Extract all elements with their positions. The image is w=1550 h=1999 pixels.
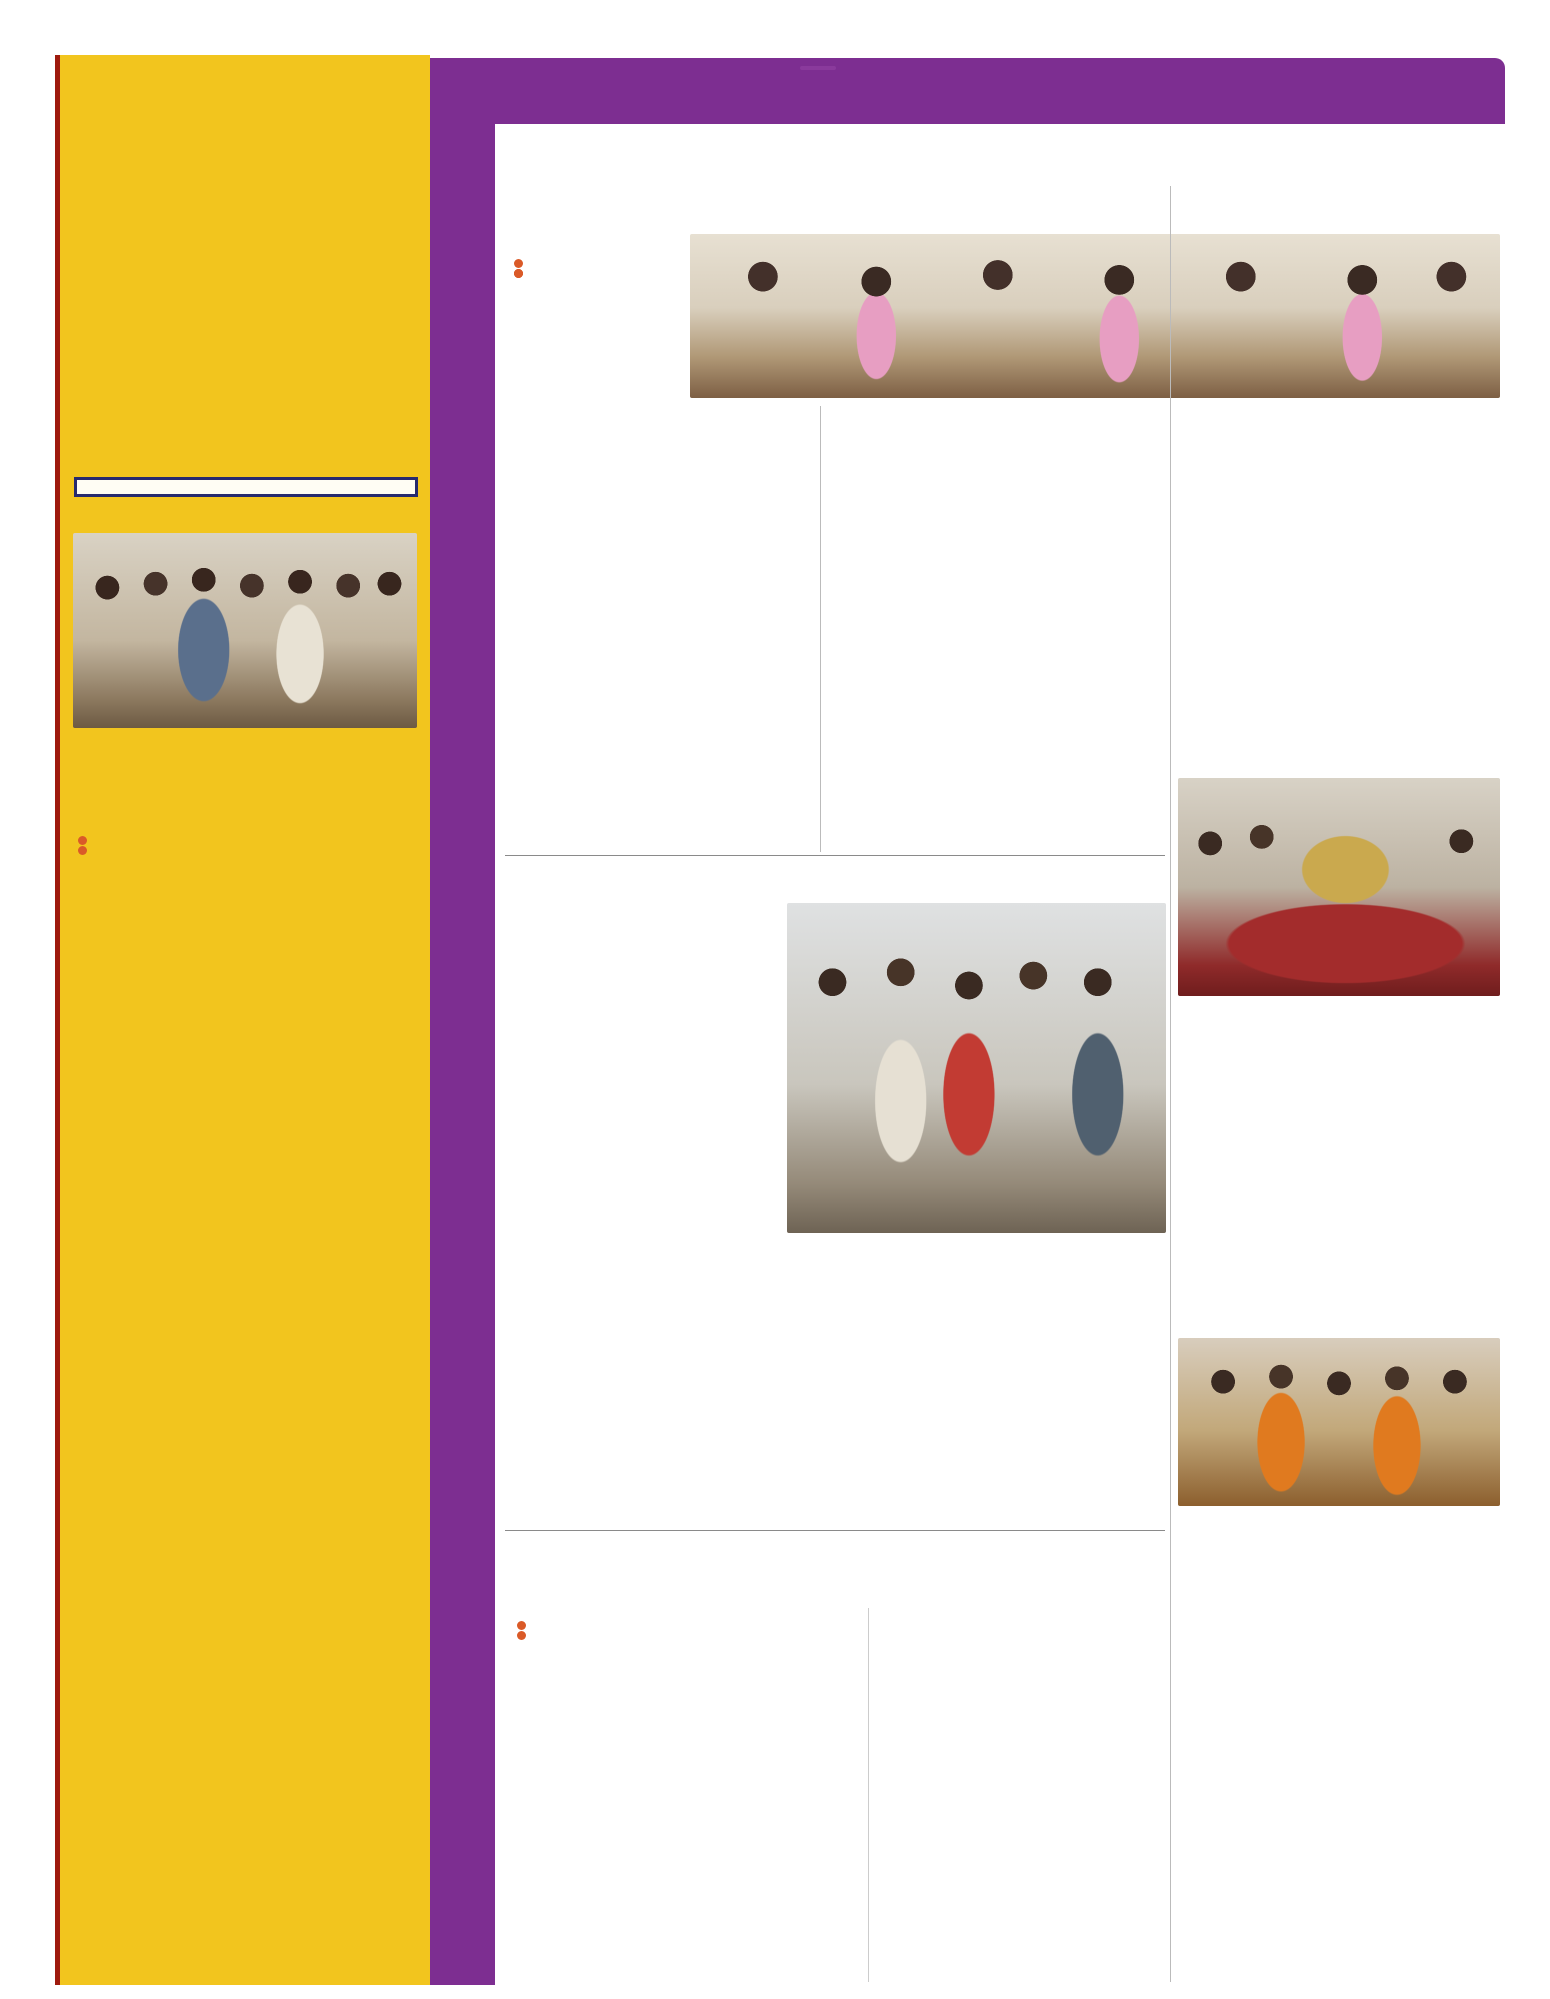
photo-bridge-delegation <box>73 533 417 728</box>
photo-satish-rao-tribute <box>1178 778 1500 996</box>
article2-column2 <box>787 1242 967 1520</box>
article2-column3 <box>978 1242 1166 1520</box>
column-divider <box>868 1608 869 1982</box>
article1-bullets <box>512 250 684 260</box>
article3-column2 <box>875 1608 1167 1982</box>
right1-body <box>1178 1046 1500 1330</box>
article1-column3 <box>1180 400 1498 774</box>
column-divider <box>820 406 821 852</box>
article-divider <box>505 1530 1165 1531</box>
sidebar-story1-body <box>76 931 416 1481</box>
article3-column1 <box>505 1726 860 1982</box>
photo-condolence-visit <box>73 1487 417 1673</box>
article1-column2 <box>830 406 1170 852</box>
photo-brs-press-meet <box>690 234 1500 398</box>
right2-body <box>1178 1590 1500 1982</box>
edition-date <box>74 477 418 497</box>
sidebar-story1-bullets <box>76 827 416 837</box>
photo-students-collectorate <box>787 903 1166 1233</box>
sidebar-story2-body <box>76 1781 416 1977</box>
right-column-divider <box>1170 186 1171 1982</box>
watermark-text <box>427 130 495 1980</box>
sidebar <box>55 55 430 1985</box>
photo-temple-ceremony <box>1178 1338 1500 1506</box>
article3-bullets <box>515 1612 865 1622</box>
article1-column1 <box>502 546 814 852</box>
article2-column1 <box>505 950 775 1518</box>
region-title-english <box>800 66 836 70</box>
article-divider <box>505 855 1165 856</box>
